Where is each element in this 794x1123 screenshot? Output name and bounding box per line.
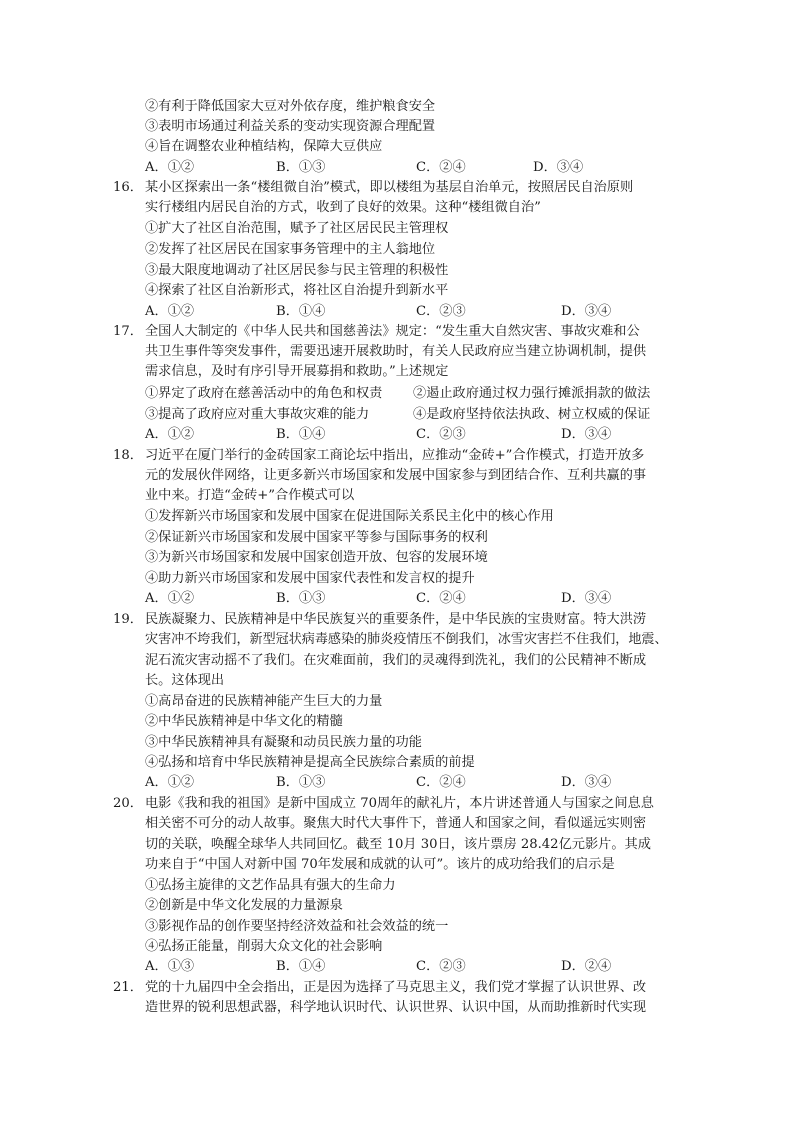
q16-item-1: ①扩大了社区自治范围，赋予了社区居民民主管理权 bbox=[145, 221, 449, 236]
q16-number: 16． bbox=[113, 180, 143, 195]
q18-number: 18． bbox=[113, 448, 143, 463]
q18-item-3: ③为新兴市场国家和发展中国家创造开放、包容的发展环境 bbox=[145, 550, 488, 565]
q17-stem-line: 共卫生事件等突发事件，需要迅速开展救助时，有关人民政府应当建立协调机制，提供 bbox=[145, 344, 647, 359]
q20-stem-line: 相关密不可分的动人故事。聚焦大时代大事件下，普通人和国家之间，看似遥远实则密 bbox=[145, 816, 647, 831]
q19-option-b: B．①③ bbox=[276, 775, 326, 790]
q20-option-d: D．②④ bbox=[561, 959, 612, 974]
q19-stem-line: 灾害冲不垮我们，新型冠状病毒感染的肺炎疫情压不倒我们，冰雪灾害拦不住我们，地震、 bbox=[145, 632, 668, 647]
q20-option-b: B．①④ bbox=[276, 959, 326, 974]
q17-stem-line: 需求信息，及时有序引导开展募捐和救助。”上述规定 bbox=[145, 364, 449, 379]
q17-stem-line: 全国人大制定的《中华人民共和国慈善法》规定：“发生重大自然灾害、事故灾难和公 bbox=[145, 324, 640, 339]
q19-stem-line: 民族凝聚力、民族精神是中华民族复兴的重要条件，是中华民族的宝贵财富。特大洪涝 bbox=[145, 612, 647, 627]
q17-item-2: ②遏止政府通过权力强行摊派捐款的做法 bbox=[413, 386, 651, 401]
q15-item-2: ②有利于降低国家大豆对外依存度，维护粮食安全 bbox=[145, 99, 436, 114]
q18-item-1: ①发挥新兴市场国家和发展中国家在促进国际关系民主化中的核心作用 bbox=[145, 509, 554, 524]
q20-item-4: ④弘扬正能量，削弱大众文化的社会影响 bbox=[145, 939, 383, 954]
q19-number: 19． bbox=[113, 612, 143, 627]
q16-option-a: A．①② bbox=[145, 304, 195, 319]
q17-option-d: D．③④ bbox=[561, 427, 612, 442]
q19-stem-line: 长。这体现出 bbox=[145, 673, 225, 688]
q15-option-d: D．③④ bbox=[533, 160, 584, 175]
q16-item-4: ④探索了社区自治新形式，将社区自治提升到新水平 bbox=[145, 283, 449, 298]
q20-stem-line: 电影《我和我的祖国》是新中国成立 70周年的献礼片，本片讲述普通人与国家之间息息 bbox=[145, 796, 654, 811]
q19-option-d: D．③④ bbox=[561, 775, 612, 790]
q15-option-a: A．①② bbox=[145, 160, 195, 175]
q20-stem-line: 切的关联，唤醒全球华人共同回忆。截至 10月 30日，该片票房 28.42亿元影片。其成 bbox=[145, 837, 651, 852]
q20-item-2: ②创新是中华文化发展的力量源泉 bbox=[145, 898, 343, 913]
q16-option-b: B．①④ bbox=[276, 304, 326, 319]
q16-stem-line: 实行楼组内居民自治的方式，收到了良好的效果。这种“楼组微自治” bbox=[145, 200, 541, 215]
q16-item-3: ③最大限度地调动了社区居民参与民主管理的积极性 bbox=[145, 263, 449, 278]
q21-stem-line: 造世界的锐利思想武器，科学地认识时代、认识世界、认识中国，从而助推新时代实现 bbox=[145, 1000, 647, 1015]
q17-option-b: B．①④ bbox=[276, 427, 326, 442]
q18-item-4: ④助力新兴市场国家和发展中国家代表性和发言权的提升 bbox=[145, 571, 475, 586]
q18-option-d: D．③④ bbox=[561, 591, 612, 606]
q19-item-3: ③中华民族精神具有凝聚和动员民族力量的功能 bbox=[145, 735, 422, 750]
q18-stem-line: 业中来。打造“金砖+”合作模式可以 bbox=[145, 488, 355, 503]
q18-stem-line: 元的发展伙伴网络，让更多新兴市场国家和发展中国家参与到团结合作、互利共赢的事 bbox=[145, 468, 647, 483]
q18-item-2: ②保证新兴市场国家和发展中国家平等参与国际事务的权利 bbox=[145, 530, 488, 545]
q18-option-b: B．①③ bbox=[276, 591, 326, 606]
q19-stem-line: 泥石流灾害动摇不了我们。在灾难面前，我们的灵魂得到洗礼，我们的公民精神不断成 bbox=[145, 653, 647, 668]
q19-option-a: A．①② bbox=[145, 775, 195, 790]
q15-item-4: ④旨在调整农业种植结构，保障大豆供应 bbox=[145, 139, 383, 154]
q18-stem-line: 习近平在厦门举行的金砖国家工商论坛中指出，应推动“金砖+”合作模式，打造开放多 bbox=[145, 448, 645, 463]
q16-item-2: ②发挥了社区居民在国家事务管理中的主人翁地位 bbox=[145, 242, 436, 257]
q18-option-c: C．②④ bbox=[416, 591, 466, 606]
q20-item-1: ①弘扬主旋律的文艺作品具有强大的生命力 bbox=[145, 878, 396, 893]
q17-item-1: ①界定了政府在慈善活动中的角色和权责 bbox=[145, 386, 383, 401]
q20-option-a: A．①③ bbox=[145, 959, 195, 974]
q16-option-d: D．③④ bbox=[561, 304, 612, 319]
q17-option-a: A．①② bbox=[145, 427, 195, 442]
q21-stem-line: 党的十九届四中全会指出，正是因为选择了马克思主义，我们党才掌握了认识世界、改 bbox=[145, 980, 647, 995]
q15-option-b: B．①③ bbox=[276, 160, 326, 175]
q17-option-c: C．②③ bbox=[416, 427, 466, 442]
q20-option-c: C．②③ bbox=[416, 959, 466, 974]
q19-item-2: ②中华民族精神是中华文化的精髓 bbox=[145, 714, 343, 729]
q20-number: 20． bbox=[113, 796, 143, 811]
q17-number: 17． bbox=[113, 324, 143, 339]
q17-item-4: ④是政府坚持依法执政、树立权威的保证 bbox=[413, 407, 651, 422]
q19-item-4: ④弘扬和培育中华民族精神是提高全民族综合素质的前提 bbox=[145, 755, 475, 770]
q19-item-1: ①高昂奋进的民族精神能产生巨大的力量 bbox=[145, 694, 383, 709]
q15-option-c: C．②④ bbox=[416, 160, 466, 175]
q17-item-3: ③提高了政府应对重大事故灾难的能力 bbox=[145, 407, 370, 422]
q16-option-c: C．②③ bbox=[416, 304, 466, 319]
q20-stem-line: 功来自于“中国人对新中国 70年发展和成就的认可”。该片的成功给我们的启示是 bbox=[145, 857, 615, 872]
q18-option-a: A．①② bbox=[145, 591, 195, 606]
q15-item-3: ③表明市场通过利益关系的变动实现资源合理配置 bbox=[145, 119, 436, 134]
q21-number: 21． bbox=[113, 980, 143, 995]
q16-stem-line: 某小区探索出一条“楼组微自治”模式，即以楼组为基层自治单元，按照居民自治原则 bbox=[145, 180, 634, 195]
q19-option-c: C．②④ bbox=[416, 775, 466, 790]
q20-item-3: ③影视作品的创作要坚持经济效益和社会效益的统一 bbox=[145, 919, 449, 934]
